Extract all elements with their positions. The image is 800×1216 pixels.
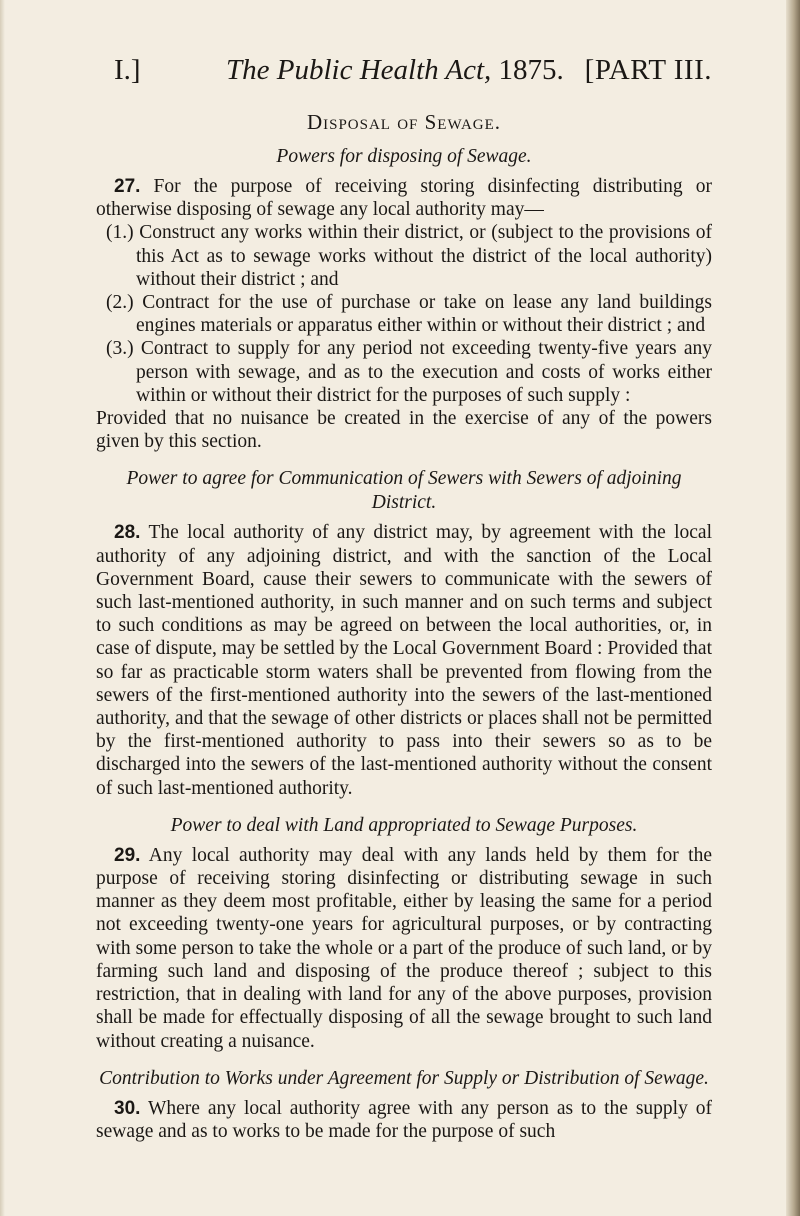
s28-text — [96, 521, 712, 799]
act-year: 1875. — [498, 54, 564, 86]
page-edge-left — [0, 0, 5, 1216]
page-edge-right — [786, 0, 800, 1216]
s27-intro — [96, 175, 712, 221]
s28-body: The local authority of any district may, by agreement with the local authority of any adjoining district, and with the sanction of the Local Government Board, cause their sewers to communicate with the sewers of such last-mentioned authority, in such manner and on such terms and subject to such conditions as may be agreed on between the local authorities, or, in case of dispute, may be settled by the Local Government Board : Provided that so far as practicable storm waters shall be prevented from flowing from the sewers of the first-mentioned authority into the sewers of the last-mentioned authority, and that the sewage of other districts or places shall not be permitted by the first-mentioned authority to pass into their sewers so as to be discharged into the sewers of the last-mentioned authority without the consent of such last-mentioned authority. — [96, 522, 713, 799]
s27-item-2: (2.) Contract for the use of purchase or take on lease any land buildings engines materials or apparatus either within or without their district ; and — [106, 292, 712, 337]
section-heading: Disposal of Sewage. — [306, 110, 502, 134]
document-page — [96, 54, 712, 1143]
s27-proviso: Provided that no nuisance be created in the exercise of any of the powers given by this section. — [96, 408, 712, 453]
s30-number: 30. — [114, 1097, 141, 1119]
s27-intro-text: For the purpose of receiving storing disinfecting distributing or otherwise disposing of sewage any local authority may— — [96, 176, 713, 221]
s27-number: 27. — [114, 176, 141, 197]
s30-heading: Contribution to Works under Agreement for Supply or Distribution of Sewage. — [99, 1067, 709, 1089]
part-label: [PART III. — [584, 54, 712, 86]
s30-body: Where any local authority agree with any person as to the supply of sewage and as to works to be made for the purpose of such — [96, 1097, 712, 1142]
s27-item-1: (1.) Construct any works within their district, or (subject to the provisions of this Act as to sewage works without the district of the local authority) without their district ; and — [106, 222, 712, 290]
s28-heading: Power to agree for Communication of Sewers with Sewers of adjoining District. — [126, 468, 682, 514]
s30-text — [96, 1097, 712, 1143]
s28-number: 28. — [114, 522, 141, 544]
running-head — [96, 54, 712, 98]
act-title — [226, 54, 564, 87]
s29-text — [96, 844, 712, 1053]
act-title-text: The Public Health Act, — [226, 54, 492, 86]
s27-heading: Powers for disposing of Sewage. — [276, 146, 532, 167]
s29-number: 29. — [114, 844, 141, 866]
s27-item-3: (3.) Contract to supply for any period not exceeding twenty-five years any person with sewage, and as to the execution and costs of works either within or without their district for the purposes of such supply : — [106, 338, 712, 406]
part-marker: I.] — [114, 54, 141, 86]
s29-heading: Power to deal with Land appropriated to Sewage Purposes. — [170, 814, 638, 836]
s29-body: Any local authority may deal with any lands held by them for the purpose of receiving storing disinfecting or distributing sewage in such manner as they deem most profitable, either by leasing the same for a period not exceeding twenty-one years for agricultural purposes, or by contracting with some person to take the whole or a part of the produce of such land, or by farming such land and disposing of the produce thereof ; subject to this restriction, that in dealing with land for any of the above purposes, provision shall be made for effectually disposing of all the sewage brought to such land without creating a nuisance. — [96, 844, 712, 1052]
